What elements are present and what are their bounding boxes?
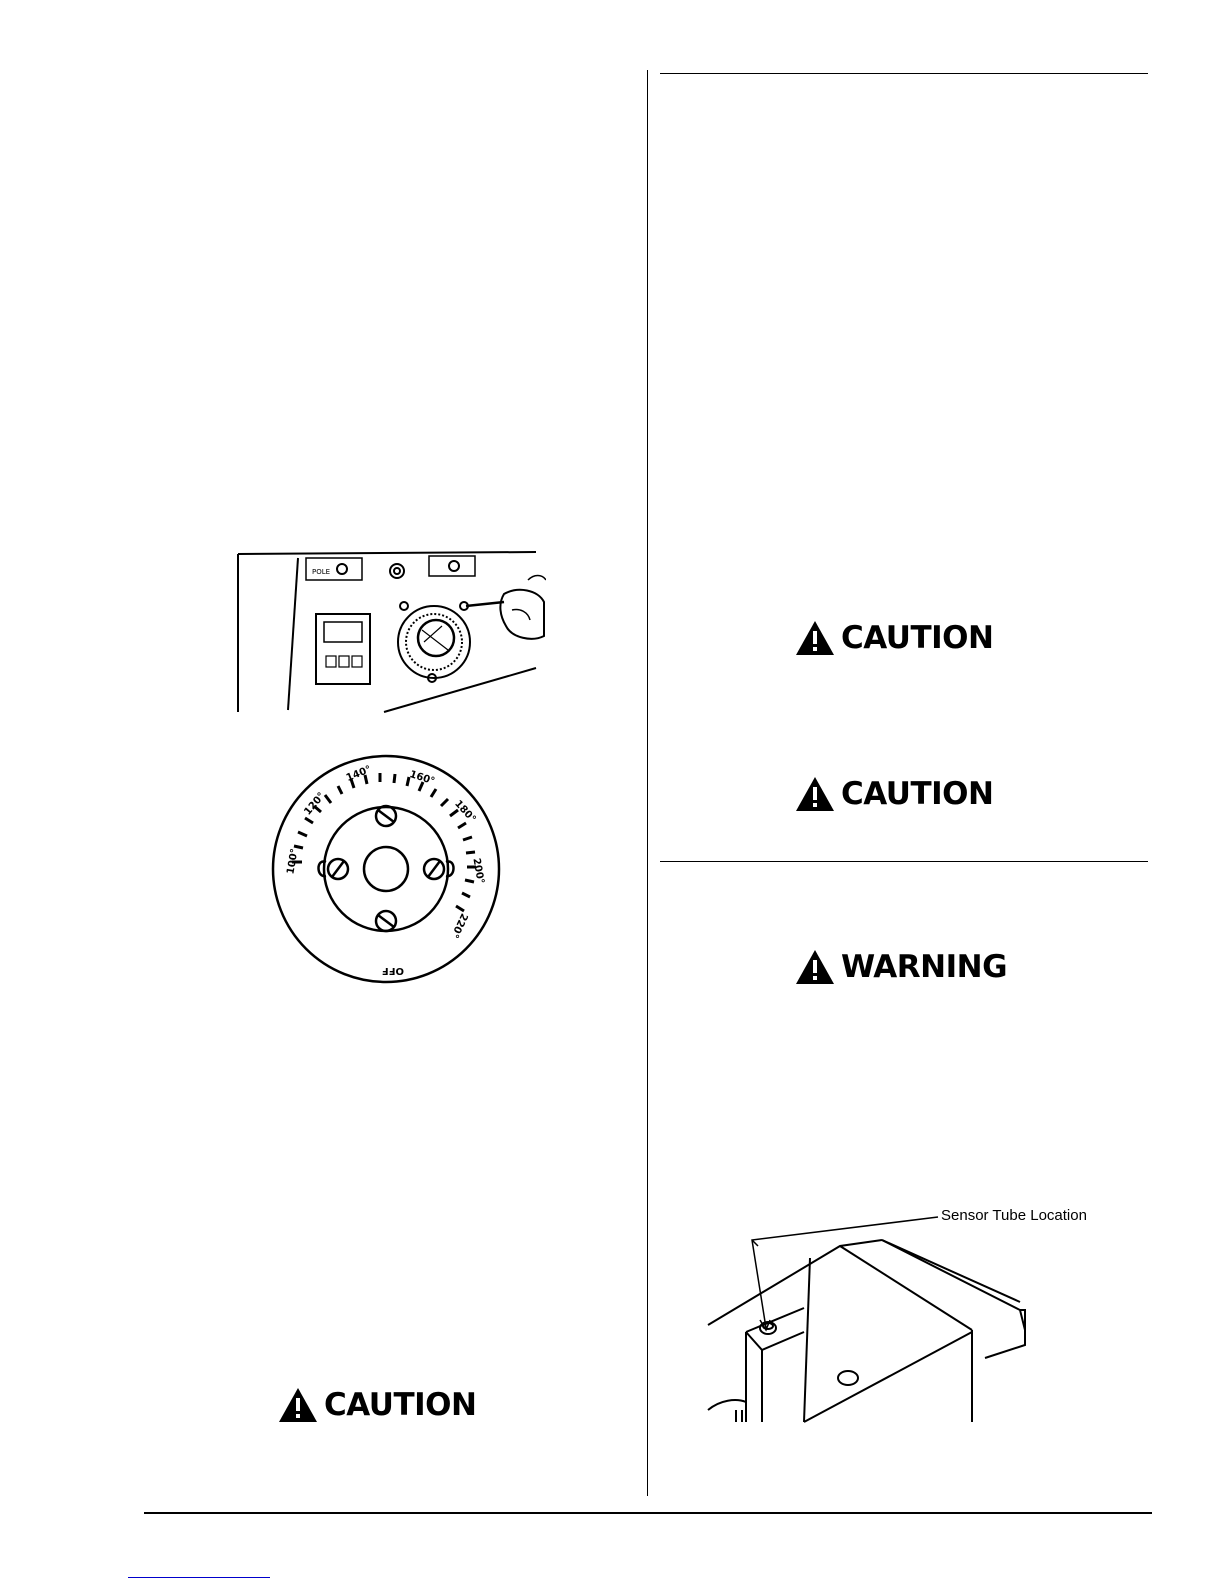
svg-text:220°: 220° — [448, 911, 470, 940]
svg-text:OFF: OFF — [381, 965, 404, 976]
sensor-tube-illustration — [700, 1207, 1140, 1430]
exclamation-triangle-icon — [278, 1387, 318, 1423]
sensor-tube-location-label: Sensor Tube Location — [941, 1207, 1087, 1224]
svg-text:180°: 180° — [452, 798, 478, 825]
svg-text:200°: 200° — [470, 857, 486, 885]
caution-signal-right-2 — [795, 776, 993, 812]
footer-rule — [144, 1512, 1152, 1514]
warning-signal-right — [795, 949, 1007, 985]
svg-text:POLE: POLE — [312, 568, 331, 576]
caution-signal-right-1 — [795, 620, 993, 656]
thermostat-dial-illustration — [268, 748, 504, 990]
top-rule-right — [660, 73, 1148, 74]
svg-text:120°: 120° — [302, 790, 328, 818]
section-rule-right — [660, 861, 1148, 862]
caution-label: CAUTION — [841, 619, 994, 656]
exclamation-triangle-icon — [795, 620, 835, 656]
exclamation-triangle-icon — [795, 949, 835, 985]
caution-label: CAUTION — [324, 1386, 477, 1423]
exclamation-triangle-icon — [795, 776, 835, 812]
footer-link-underline[interactable] — [128, 1577, 270, 1578]
column-divider — [647, 70, 648, 1496]
svg-text:140°: 140° — [344, 764, 373, 784]
warning-label: WARNING — [841, 948, 1008, 985]
caution-signal-left — [278, 1387, 476, 1423]
svg-text:100°: 100° — [285, 847, 301, 876]
caution-label: CAUTION — [841, 775, 994, 812]
control-panel-illustration — [236, 550, 546, 715]
svg-text:160°: 160° — [408, 768, 437, 788]
